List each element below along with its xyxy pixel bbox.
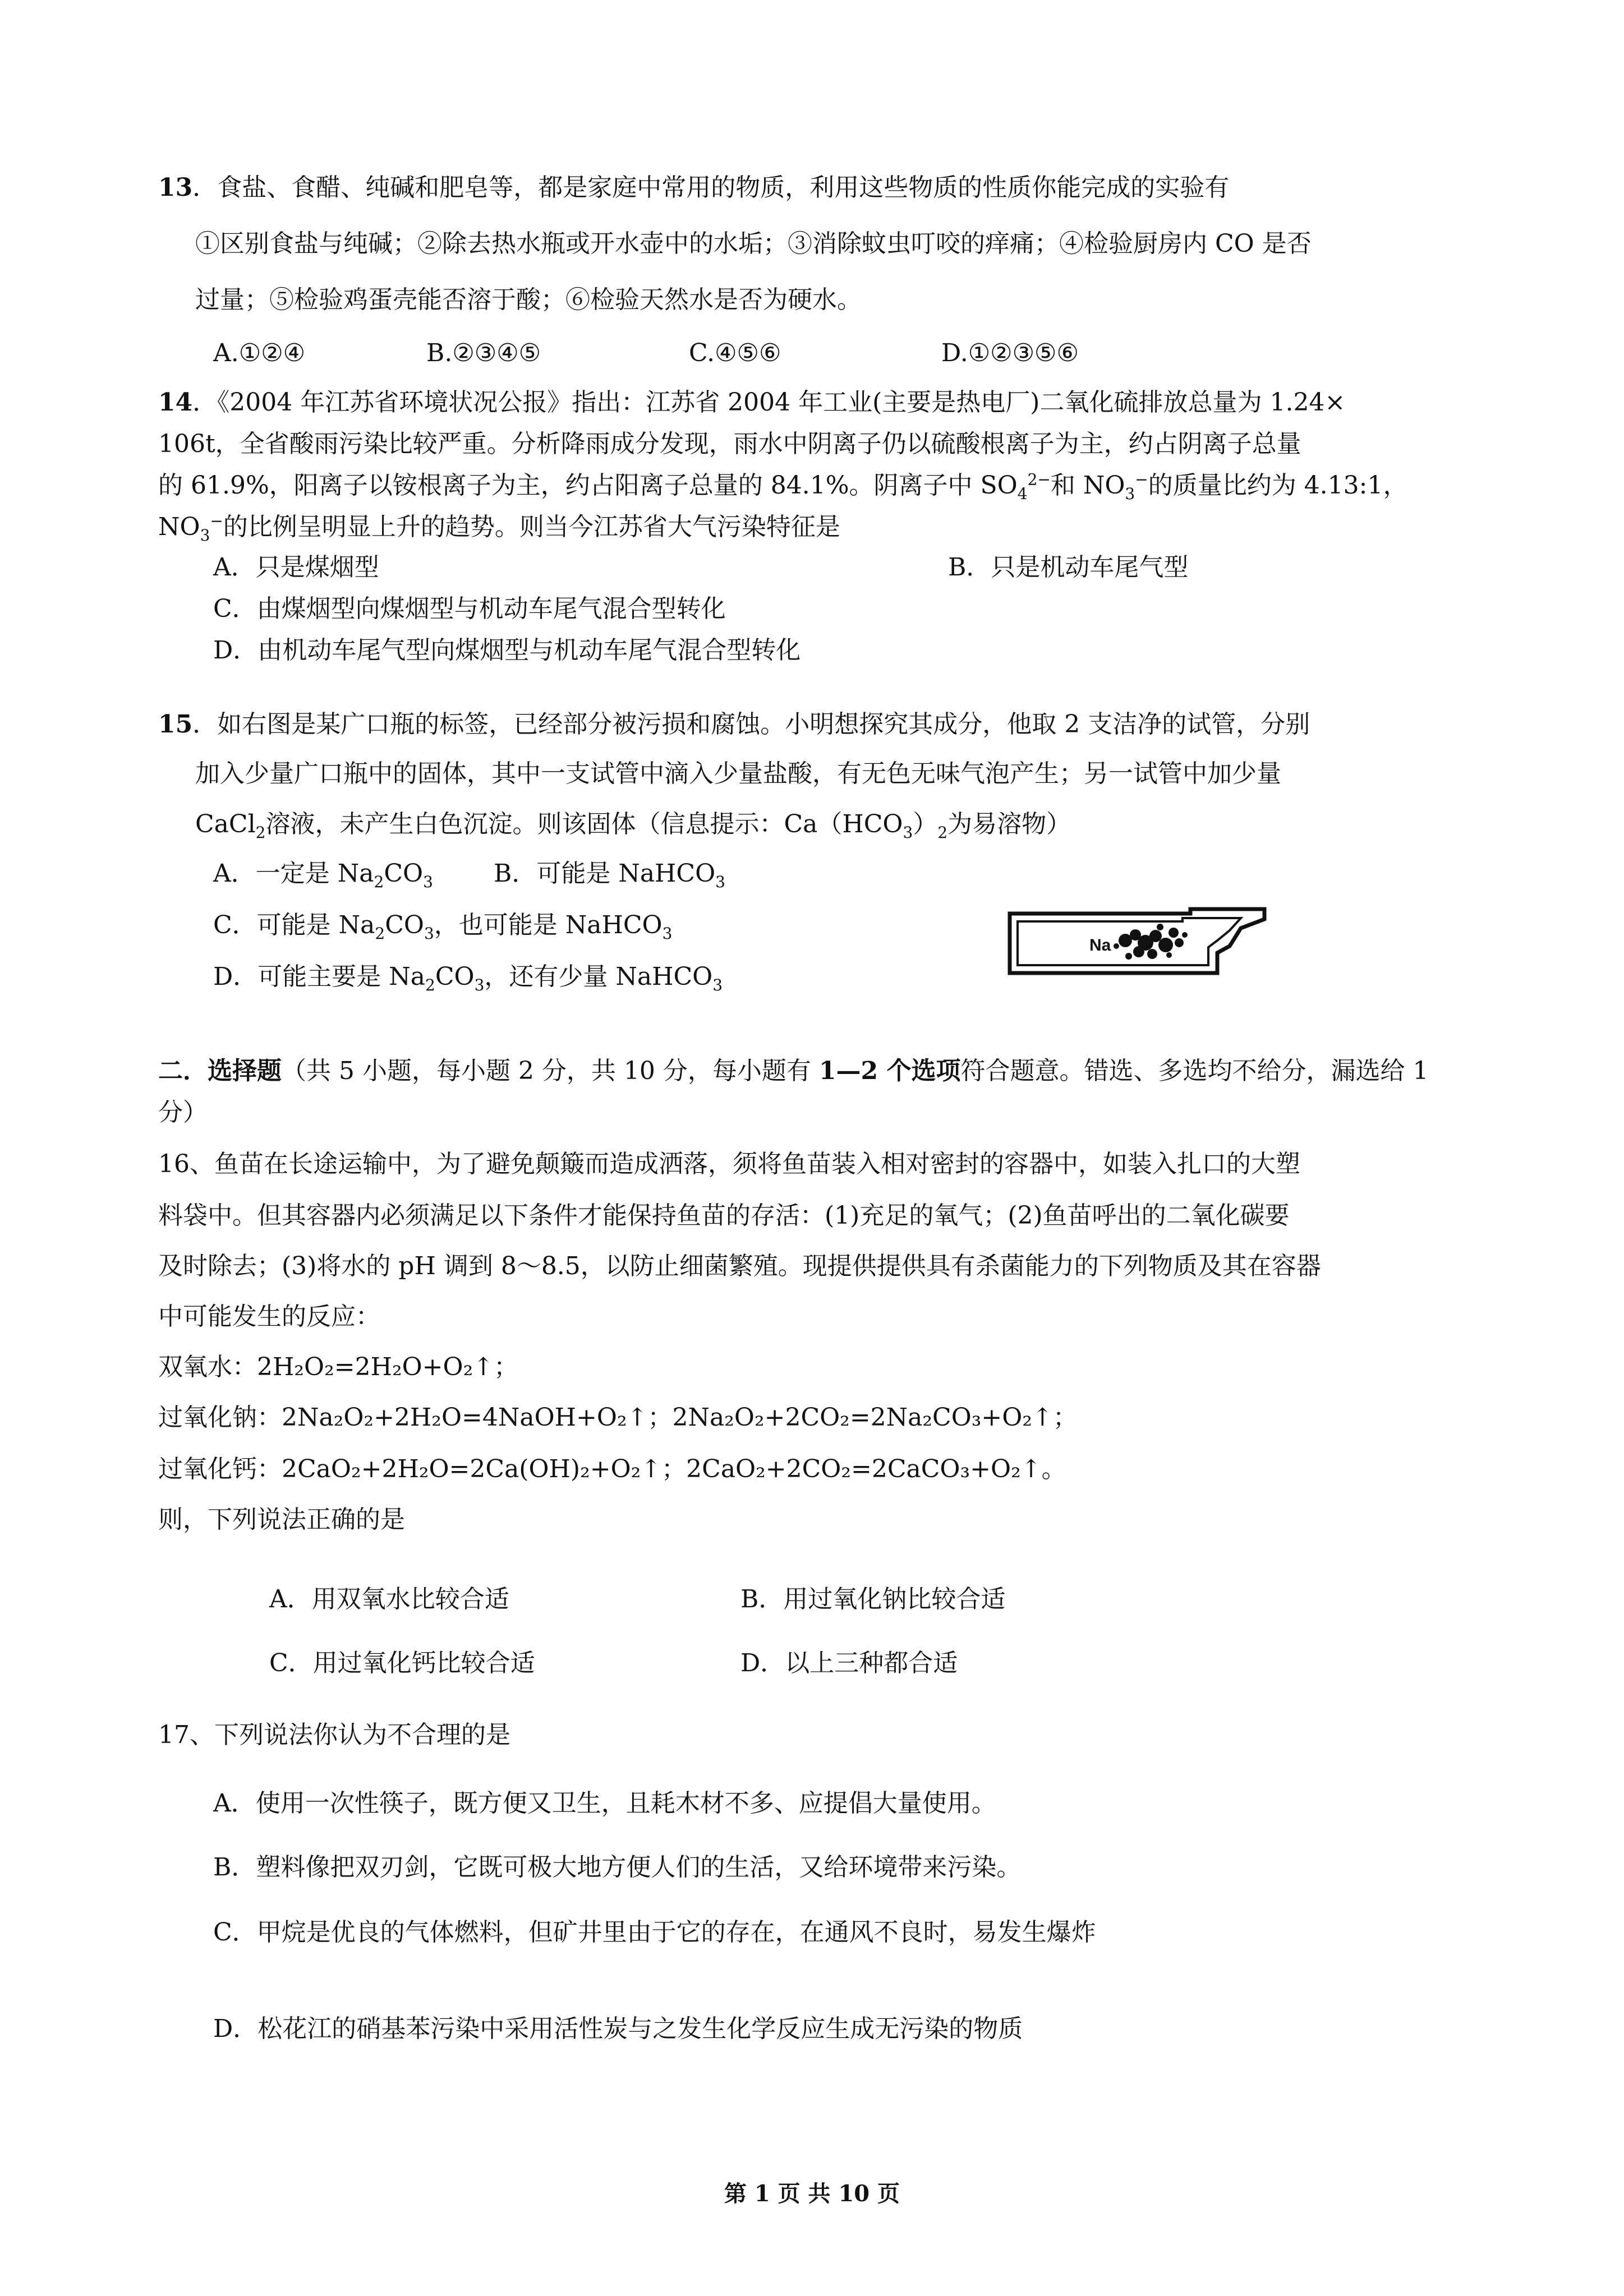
section-2-heading-cont: 分）: [158, 1098, 208, 1127]
q16-line1: 16、鱼苗在长途运输中，为了避免颠簸而造成洒落，须将鱼苗装入相对密封的容器中，如装入扎口的大塑: [158, 1150, 1300, 1178]
q13-option-a: A.①②④: [213, 339, 306, 367]
q13-option-d: D.①②③⑤⑥: [941, 339, 1079, 367]
q13-stem: 13．食盐、食醋、纯碱和肥皂等，都是家庭中常用的物质，利用这些物质的性质你能完成的实验有: [158, 173, 1230, 202]
q16-option-b: B．用过氧化钠比较合适: [740, 1585, 1006, 1613]
q16-question: 则，下列说法正确的是: [158, 1505, 405, 1534]
q16-reaction-hydrogen-peroxide: 双氧水：2H₂O₂=2H₂O+O₂↑；: [158, 1353, 519, 1381]
q15-line1: 15．如右图是某广口瓶的标签，已经部分被污损和腐蚀。小明想探究其成分，他取 2 支洁净的试管，分别: [158, 710, 1310, 739]
q15-option-b: B．可能是 NaHCO$_3$: [494, 859, 725, 891]
q16-line2: 料袋中。但其容器内必须满足以下条件才能保持鱼苗的存活：(1)充足的氧气；(2)鱼苗呼出的二氧化碳要: [158, 1201, 1290, 1230]
q16-option-c: C．用过氧化钙比较合适: [269, 1649, 535, 1677]
q13-line3: 过量；⑤检验鸡蛋壳能否溶于酸；⑥检验天然水是否为硬水。: [195, 285, 862, 314]
q15-line3: CaCl$_2$溶液，未产生白色沉淀。则该固体（信息提示：$Ca(HCO_3)_2$为易溶物）: [195, 810, 1071, 842]
q15-option-d: D．可能主要是 $Na_2CO_3$，还有少量 NaHCO$_3$: [213, 962, 723, 994]
q16-line3: 及时除去；(3)将水的 pH 调到 8～8.5，以防止细菌繁殖。现提供提供具有杀菌能力的下列物质及其在容器: [158, 1252, 1321, 1280]
q15-line2: 加入少量广口瓶中的固体，其中一支试管中滴入少量盐酸，有无色无味气泡产生；另一试管中加少量: [195, 759, 1281, 788]
q16-line4: 中可能发生的反应：: [158, 1302, 380, 1331]
q16-reaction-sodium-peroxide: 过氧化钠：2Na₂O₂+2H₂O=4NaOH+O₂↑；2Na₂O₂+2CO₂=2Na₂CO₃+O₂↑；: [158, 1403, 1078, 1432]
q14-line3: 的 61.9%，阳离子以铵根离子为主，约占阳离子总量的 84.1%。阴离子中 $SO_4^{2-}$和 $NO_3^-$的质量比约为 4.13:1，: [158, 470, 1408, 503]
q14-option-c: C．由煤烟型向煤烟型与机动车尾气混合型转化: [213, 594, 726, 623]
q14-option-b: B．只是机动车尾气型: [948, 553, 1189, 582]
q14-option-d: D．由机动车尾气型向煤烟型与机动车尾气混合型转化: [213, 636, 801, 665]
q16-reaction-calcium-peroxide: 过氧化钙：2CaO₂+2H₂O=2Ca(OH)₂+O₂↑；2CaO₂+2CO₂=2CaCO₃+O₂↑。: [158, 1455, 1066, 1483]
label-text: Na: [1089, 936, 1111, 955]
q15-option-a: A．一定是 $Na_2CO_3$: [213, 859, 433, 891]
q13-option-c: C.④⑤⑥: [689, 339, 781, 367]
q17-option-a: A．使用一次性筷子，既方便又卫生，且耗木材不多、应提倡大量使用。: [213, 1789, 996, 1818]
q14-line2: 106t，全省酸雨污染比较严重。分析降雨成分发现，雨水中阴离子仍以硫酸根离子为主，约占阴离子总量: [158, 430, 1301, 458]
q17-stem: 17、下列说法你认为不合理的是: [158, 1721, 510, 1749]
q16-option-d: D．以上三种都合适: [740, 1649, 958, 1677]
q14-line4: $NO_3^-$的比例呈明显上升的趋势。则当今江苏省大气污染特征是: [158, 511, 840, 545]
q14-option-a: A．只是煤烟型: [213, 553, 379, 582]
q17-option-d: D．松花江的硝基苯污染中采用活性炭与之发生化学反应生成无污染的物质: [213, 2014, 1023, 2043]
q17-option-b: B．塑料像把双刃剑，它既可极大地方便人们的生活，又给环境带来污染。: [213, 1853, 1022, 1882]
q14-line1: 14．《2004 年江苏省环境状况公报》指出：江苏省 2004 年工业(主要是热电厂)二氧化硫排放总量为 1.24×: [158, 388, 1346, 417]
q17-option-c: C．甲烷是优良的气体燃料，但矿井里由于它的存在，在通风不良时，易发生爆炸: [213, 1918, 1096, 1947]
q15-option-c: C．可能是 $Na_2CO_3$，也可能是 NaHCO$_3$: [213, 911, 673, 943]
q13-option-b: B.②③④⑤: [426, 339, 541, 367]
page-footer: 第 1 页 共 10 页: [724, 2180, 900, 2207]
q16-option-a: A．用双氧水比较合适: [269, 1585, 509, 1613]
damaged-bottle-label-image: [1005, 906, 1269, 984]
section-2-heading: 二．选择题（共 5 小题，每小题 2 分，共 10 分，每小题有 1—2 个选项符合题意。错选、多选均不给分，漏选给 1: [158, 1057, 1429, 1085]
q13-line2: ①区别食盐与纯碱；②除去热水瓶或开水壶中的水垢；③消除蚊虫叮咬的痒痛；④检验厨房内 CO 是否: [195, 229, 1312, 258]
